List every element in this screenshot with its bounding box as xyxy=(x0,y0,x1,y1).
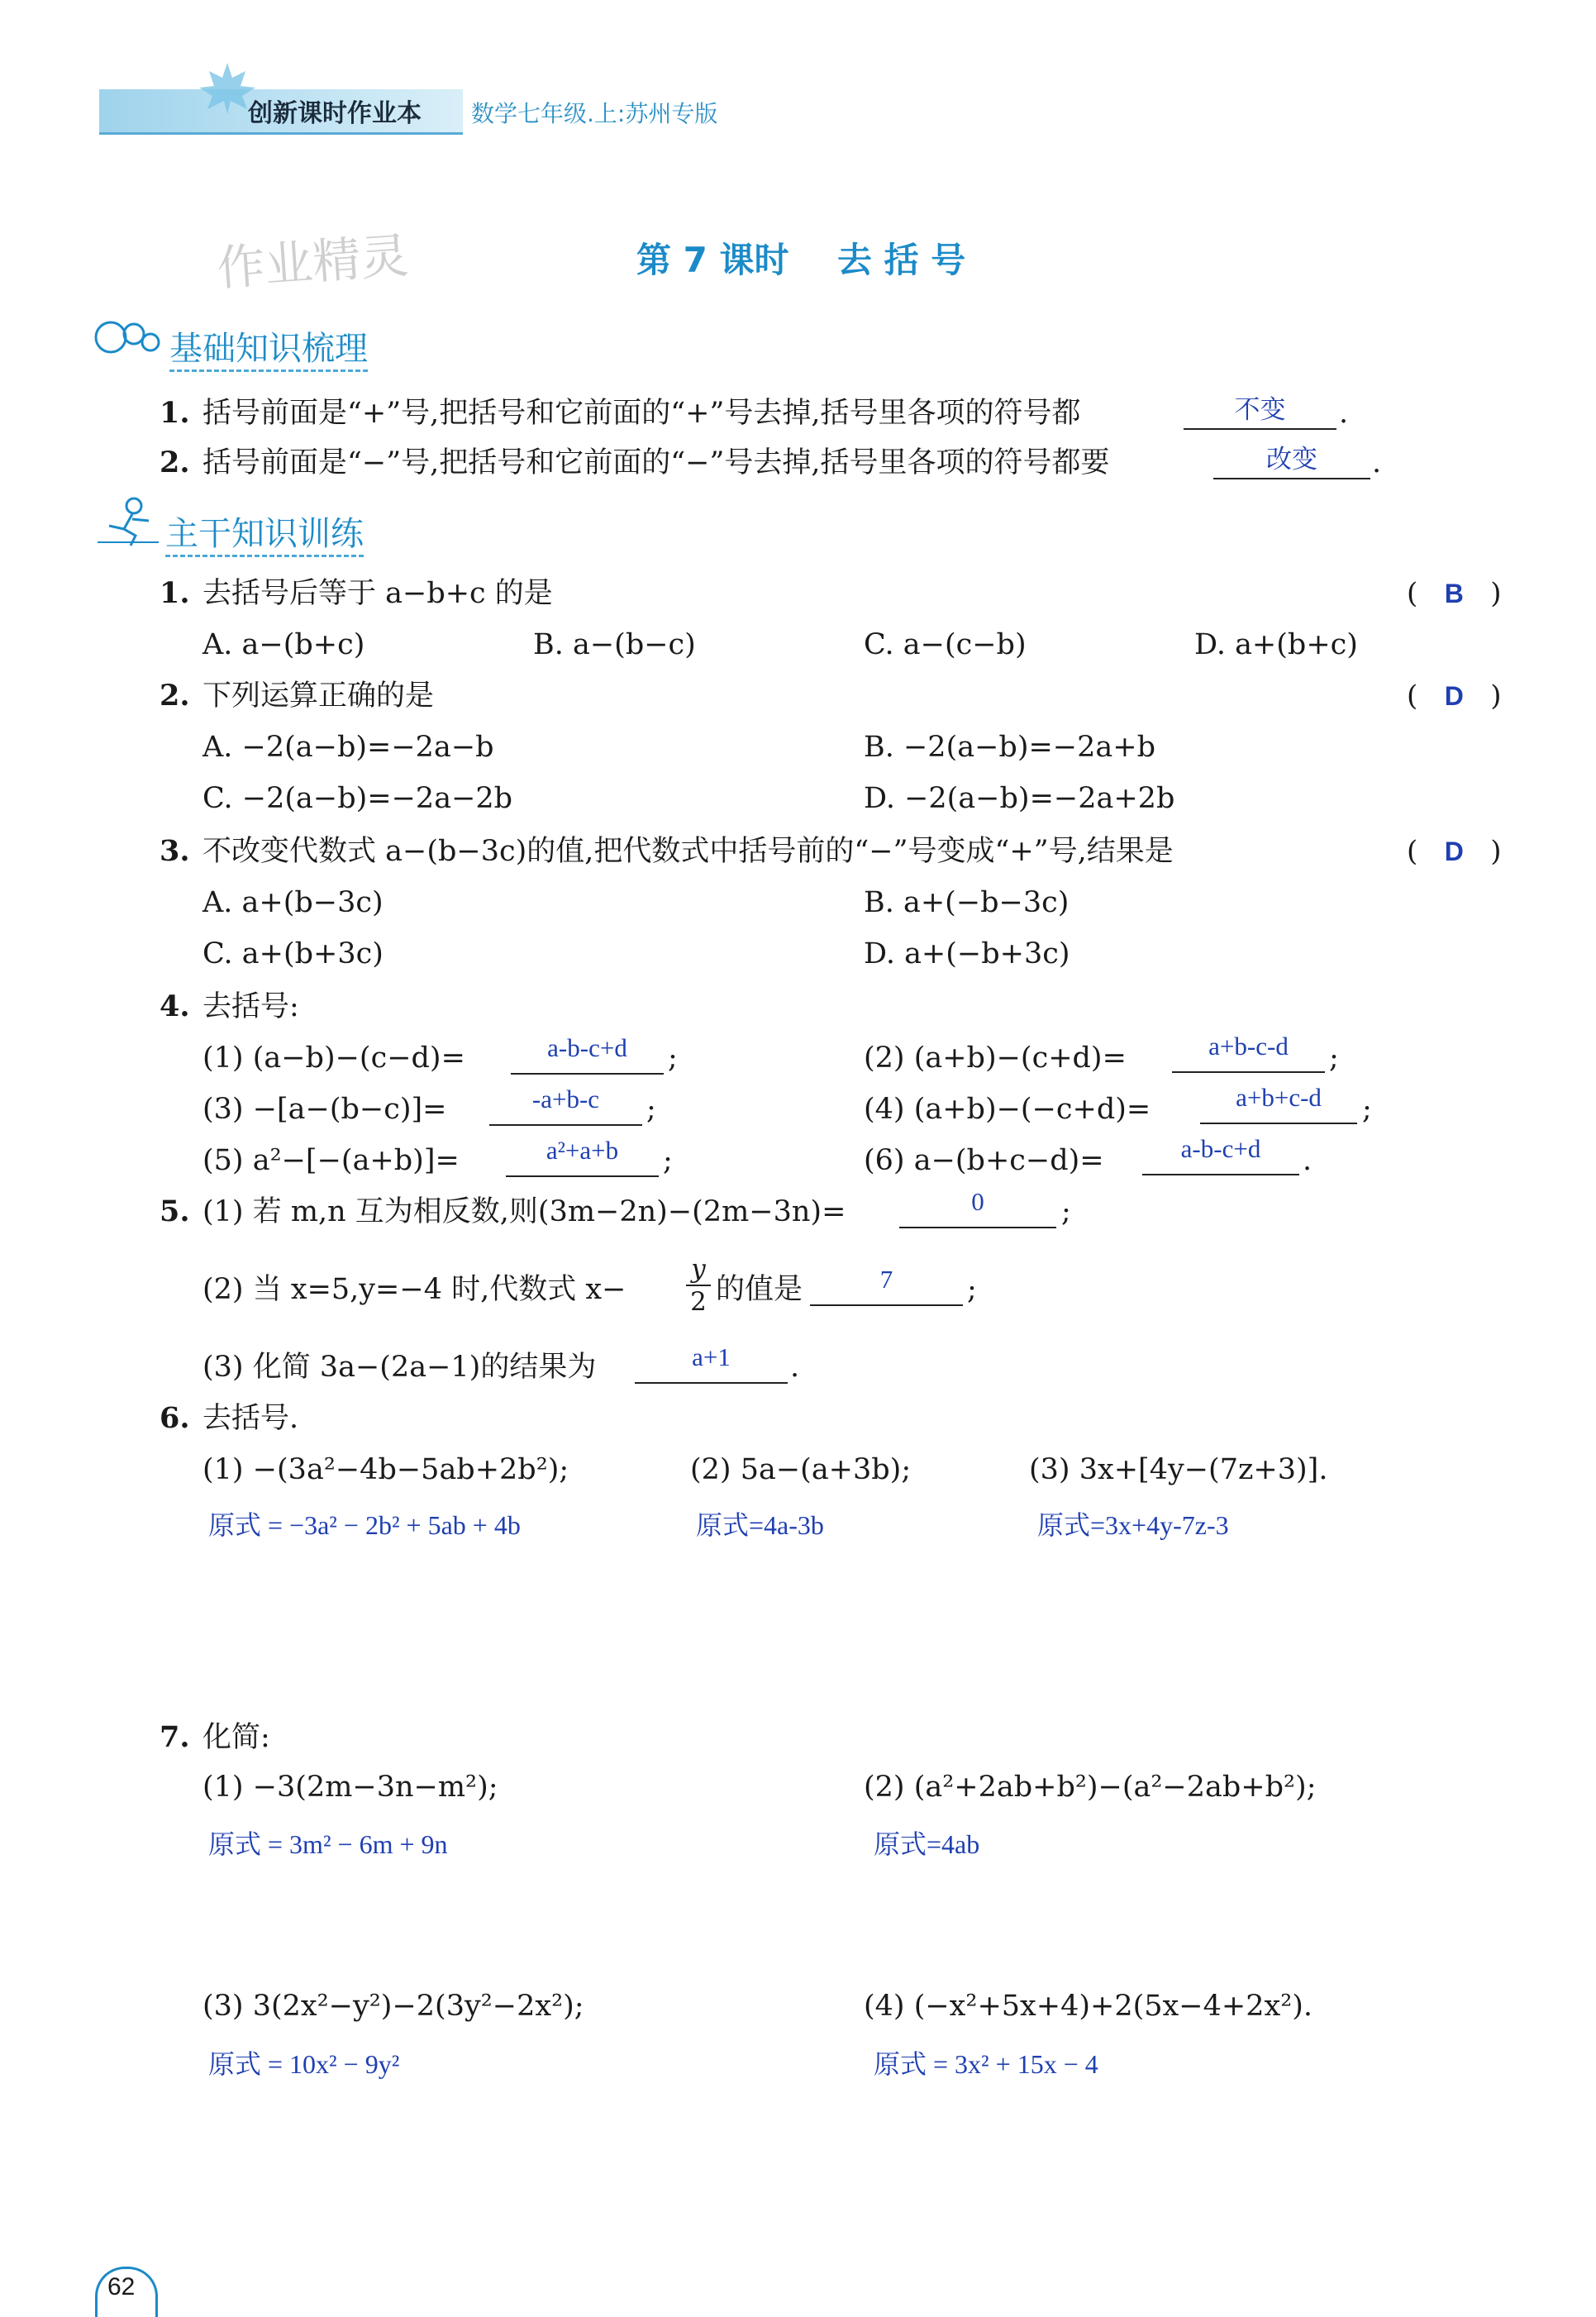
s1-q2-end: . xyxy=(1372,446,1382,479)
book-title: 创新课时作业本 xyxy=(248,99,422,128)
q7-part4-answer: 原式 = 3x² + 15x − 4 xyxy=(874,2049,1098,2079)
q4-part3-answer: -a+b-c xyxy=(531,1085,600,1113)
q6-part3-answer: 原式=3x+4y-7z-3 xyxy=(1037,1510,1229,1540)
q3-num: 3. xyxy=(160,834,190,868)
q3-option-d: D. a+(−b+3c) xyxy=(864,937,1070,970)
section-title-main: 主干知识训练 xyxy=(165,508,364,557)
q4-part1-blank xyxy=(511,1033,664,1075)
q7-part2-answer: 原式=4ab xyxy=(874,1829,980,1859)
q5-p2-frac-num: y xyxy=(686,1253,711,1286)
q3-option-c: C. a+(b+3c) xyxy=(202,937,384,970)
q5-p3-blank xyxy=(635,1342,788,1384)
q4-part1-label: (1) (a−b)−(c−d)= xyxy=(202,1042,465,1075)
section-title-basic: 基础知识梳理 xyxy=(169,322,368,372)
q5-p2-frac-den: 2 xyxy=(690,1287,707,1317)
q2-stem: 下列运算正确的是 xyxy=(202,679,435,713)
q1-stem: 去括号后等于 a−b+c 的是 xyxy=(202,577,553,610)
q4-num: 4. xyxy=(160,989,190,1023)
q4-part3-label: (3) −[a−(b−c)]= xyxy=(202,1093,447,1126)
s1-q2-answer: 改变 xyxy=(1266,445,1317,474)
q7-num: 7. xyxy=(160,1720,190,1754)
s1-q1-answer: 不变 xyxy=(1234,395,1286,424)
q5-p1-end: ; xyxy=(1061,1195,1071,1228)
q5-p3-end: . xyxy=(790,1351,800,1384)
q5-p3-answer: a+1 xyxy=(692,1342,731,1371)
q1-num: 1. xyxy=(160,576,190,610)
q6-num: 6. xyxy=(160,1401,190,1435)
s1-q2-blank xyxy=(1213,445,1370,479)
q7-part1-label: (1) −3(2m−3n−m²); xyxy=(202,1771,498,1804)
q1-option-b: B. a−(b−c) xyxy=(533,628,696,661)
q4-part2-blank xyxy=(1172,1032,1325,1073)
s1-q1-text: 括号前面是“+”号,把括号和它前面的“+”号去掉,括号里各项的符号都 xyxy=(202,397,1081,430)
s1-q1-num: 1. xyxy=(160,396,190,430)
q4-part5-answer: a²+a+b xyxy=(545,1136,619,1165)
q2-num: 2. xyxy=(160,679,190,713)
q3-stem: 不改变代数式 a−(b−3c)的值,把代数式中括号前的“−”号变成“+”号,结果是 xyxy=(202,835,1174,868)
q1-bracket: ( B ) xyxy=(1407,577,1502,610)
q5-p2-text-b: 的值是 xyxy=(716,1273,803,1306)
q5-p1-blank xyxy=(899,1187,1056,1228)
q3-option-b: B. a+(−b−3c) xyxy=(864,886,1070,919)
q4-part5-label: (5) a²−[−(a+b)]= xyxy=(202,1144,460,1177)
q6-part1-answer: 原式 = −3a² − 2b² + 5ab + 4b xyxy=(208,1510,521,1540)
q7-part1-answer: 原式 = 3m² − 6m + 9n xyxy=(208,1829,448,1859)
q6-part3-label: (3) 3x+[4y−(7z+3)]. xyxy=(1029,1453,1328,1486)
q1-option-a: A. a−(b+c) xyxy=(202,628,365,661)
q4-part3-end: ; xyxy=(646,1093,656,1126)
page-number: 62 xyxy=(107,2273,136,2300)
s1-q2-text: 括号前面是“−”号,把括号和它前面的“−”号去掉,括号里各项的符号都要 xyxy=(202,446,1110,479)
q1-option-c: C. a−(c−b) xyxy=(864,628,1027,661)
q4-part4-blank xyxy=(1200,1083,1357,1124)
q5-p1-answer: 0 xyxy=(971,1187,984,1216)
q5-p3-text: (3) 化简 3a−(2a−1)的结果为 xyxy=(202,1351,597,1384)
q7-part4-label: (4) (−x²+5x+4)+2(5x−4+2x²). xyxy=(864,1990,1313,2023)
q4-part3-blank xyxy=(489,1085,642,1126)
q6-part2-label: (2) 5a−(a+3b); xyxy=(690,1453,912,1486)
q5-p2-text-a: (2) 当 x=5,y=−4 时,代数式 x− xyxy=(202,1273,626,1306)
q3-answer: D xyxy=(1444,837,1464,866)
q4-part6-answer: a-b-c+d xyxy=(1180,1134,1261,1163)
s1-q2-num: 2. xyxy=(160,446,190,479)
q4-part1-answer: a-b-c+d xyxy=(547,1033,627,1062)
q1-option-d: D. a+(b+c) xyxy=(1194,628,1358,661)
q4-part6-end: . xyxy=(1303,1144,1313,1177)
q2-bracket: ( D ) xyxy=(1407,679,1502,713)
q7-stem: 化简: xyxy=(202,1721,270,1754)
q4-part4-answer: a+b+c-d xyxy=(1236,1083,1322,1112)
q5-p2-answer: 7 xyxy=(879,1265,893,1294)
q6-part1-label: (1) −(3a²−4b−5ab+2b²); xyxy=(202,1453,569,1486)
q2-option-b: B. −2(a−b)=−2a+b xyxy=(864,731,1155,764)
q2-answer: D xyxy=(1444,681,1464,711)
q4-part4-end: ; xyxy=(1362,1093,1372,1126)
q4-part1-end: ; xyxy=(668,1042,678,1075)
q7-part3-label: (3) 3(2x²−y²)−2(3y²−2x²); xyxy=(202,1990,584,2023)
q7-part3-answer: 原式 = 10x² − 9y² xyxy=(208,2049,400,2079)
q3-bracket: ( D ) xyxy=(1407,835,1502,868)
q7-part2-label: (2) (a²+2ab+b²)−(a²−2ab+b²); xyxy=(864,1771,1317,1804)
q4-part5-blank xyxy=(506,1136,659,1177)
q4-stem: 去括号: xyxy=(202,990,299,1023)
lesson-title: 第 7 课时 去 括 号 xyxy=(636,240,966,280)
book-subtitle: 数学七年级.上:苏州专版 xyxy=(471,100,718,127)
q5-p2-fraction xyxy=(686,1253,711,1318)
q1-answer: B xyxy=(1444,579,1464,608)
q2-option-c: C. −2(a−b)=−2a−2b xyxy=(202,782,513,815)
runner-icon xyxy=(93,496,164,552)
q3-option-a: A. a+(b−3c) xyxy=(202,886,384,919)
q5-num: 5. xyxy=(160,1194,190,1228)
q2-option-d: D. −2(a−b)=−2a+2b xyxy=(864,782,1175,815)
q4-part2-label: (2) (a+b)−(c+d)= xyxy=(864,1042,1127,1075)
q6-part2-answer: 原式=4a-3b xyxy=(696,1510,824,1540)
s1-q1-end: . xyxy=(1339,397,1349,430)
q4-part6-blank xyxy=(1142,1134,1299,1175)
q4-part2-end: ; xyxy=(1329,1042,1339,1075)
q6-stem: 去括号. xyxy=(202,1402,299,1435)
q5-p2-blank xyxy=(810,1265,963,1306)
q4-part4-label: (4) (a+b)−(−c+d)= xyxy=(864,1093,1151,1126)
q4-part6-label: (6) a−(b+c−d)= xyxy=(864,1144,1104,1177)
watermark: 作业精灵 xyxy=(215,226,411,297)
q4-part2-answer: a+b-c-d xyxy=(1208,1032,1289,1061)
s1-q1-blank xyxy=(1184,395,1336,430)
q5-p1-text: (1) 若 m,n 互为相反数,则(3m−2n)−(2m−3n)= xyxy=(202,1195,846,1228)
q4-part5-end: ; xyxy=(663,1144,673,1177)
q2-option-a: A. −2(a−b)=−2a−b xyxy=(202,731,494,764)
section-icon xyxy=(93,314,164,364)
q5-p2-end: ; xyxy=(967,1273,977,1306)
